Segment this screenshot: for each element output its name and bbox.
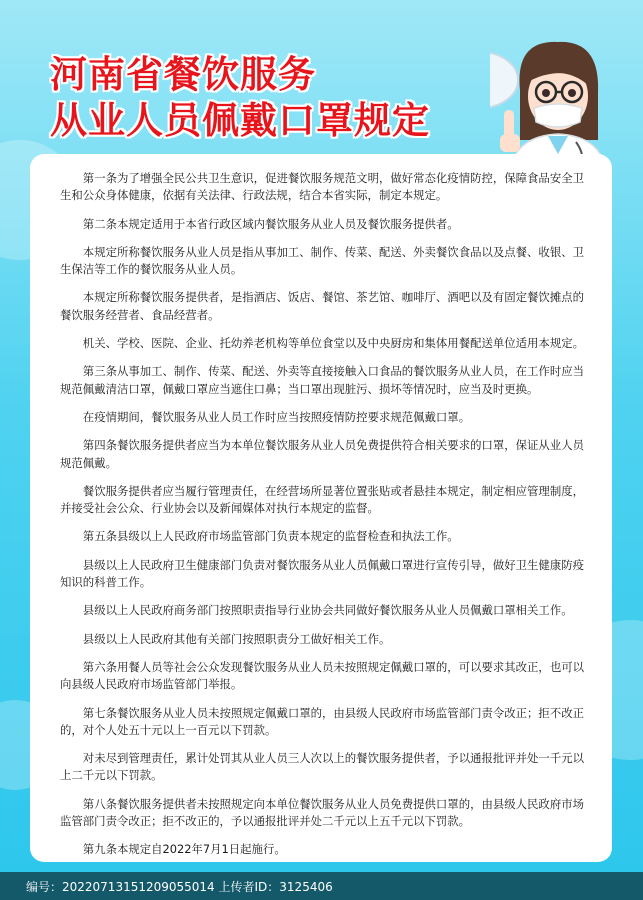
- paragraph: 第八条餐饮服务提供者未按照规定向本单位餐饮服务从业人员免费提供口罩的，由县级人民政府市场监管部门责令改正；拒不改正的，予以通报批评并处二千元以上五千元以下罚款。: [60, 796, 584, 829]
- paragraph: 第六条用餐人员等社会公众发现餐饮服务从业人员未按照规定佩戴口罩的，可以要求其改正，也可以向县级人民政府市场监管部门举报。: [60, 659, 584, 692]
- paragraph: 第三条从事加工、制作、传菜、配送、外卖等直接接触入口食品的餐饮服务从业人员，在工作时应当规范佩戴清洁口罩，佩戴口罩应当遮住口鼻；当口罩出现脏污、损坏等情况时，应当及时更换。: [60, 364, 584, 396]
- paragraph: 本规定所称餐饮服务提供者，是指酒店、饭店、餐馆、茶艺馆、咖啡厅、酒吧以及有固定餐饮摊点的餐饮服务经营者、食品经营者。: [60, 290, 584, 322]
- paragraph: 餐饮服务提供者应当履行管理责任，在经营场所显著位置张贴或者悬挂本规定，制定相应管理制度，并接受社会公众、行业协会以及新闻媒体对执行本规定的监督。: [60, 483, 584, 516]
- paragraph: 第四条餐饮服务提供者应当为本单位餐饮服务从业人员免费提供符合相关要求的口罩，保证从业人员规范佩戴。: [60, 438, 584, 470]
- paragraph: 第二条本规定适用于本省行政区域内餐饮服务从业人员及餐饮服务提供者。: [82, 216, 459, 231]
- paragraph: 第一条为了增强全民公共卫生意识，促进餐饮服务规范文明，做好常态化疫情防控，保障食品安全卫生和公众身体健康，依据有关法律、行政法规，结合本省实际，制定本规定。: [60, 171, 584, 203]
- paragraph: 在疫情期间，餐饮服务从业人员工作时应当按照疫情防控要求规范佩戴口罩。: [82, 409, 471, 424]
- title-line-1: 河南省餐饮服务: [50, 53, 316, 96]
- doctor-illustration: [490, 30, 620, 170]
- regulation-panel: [30, 154, 612, 862]
- paragraph: 县级以上人民政府其他有关部门按照职责分工做好相关工作。: [82, 631, 391, 646]
- paragraph: 机关、学校、医院、企业、托幼养老机构等单位食堂以及中央厨房和集体用餐配送单位适用本规定。: [82, 336, 584, 351]
- paragraph: 第五条县级以上人民政府市场监管部门负责本规定的监督检查和执法工作。: [82, 529, 459, 544]
- footer-bar: [0, 872, 643, 900]
- footer-id-text: 编号：20220713151209055014 上传者ID：3125406: [26, 880, 333, 894]
- paragraph: 对未尽到管理责任，累计处罚其从业人员三人次以上的餐饮服务提供者，予以通报批评并处一千元以上二千元以下罚款。: [60, 751, 584, 783]
- paragraph: 本规定所称餐饮服务从业人员是指从事加工、制作、传菜、配送、外卖餐饮食品以及点餐、收银、卫生保洁等工作的餐饮服务从业人员。: [60, 244, 584, 277]
- page-title: [50, 52, 430, 144]
- title-line-2: 从业人员佩戴口罩规定: [50, 99, 430, 142]
- paragraph: 县级以上人民政府卫生健康部门负责对餐饮服务从业人员佩戴口罩进行宣传引导，做好卫生健康防疫知识的科普工作。: [60, 557, 584, 590]
- paragraph: 县级以上人民政府商务部门按照职责指导行业协会共同做好餐饮服务从业人员佩戴口罩相关工作。: [82, 603, 573, 618]
- paragraph: 第七条餐饮服务从业人员未按照规定佩戴口罩的，由县级人民政府市场监管部门责令改正；拒不改正的，对个人处五十元以上一百元以下罚款。: [60, 705, 584, 737]
- paragraph: 第九条本规定自2022年7月1日起施行。: [82, 842, 286, 857]
- face-mask-icon: [490, 52, 518, 108]
